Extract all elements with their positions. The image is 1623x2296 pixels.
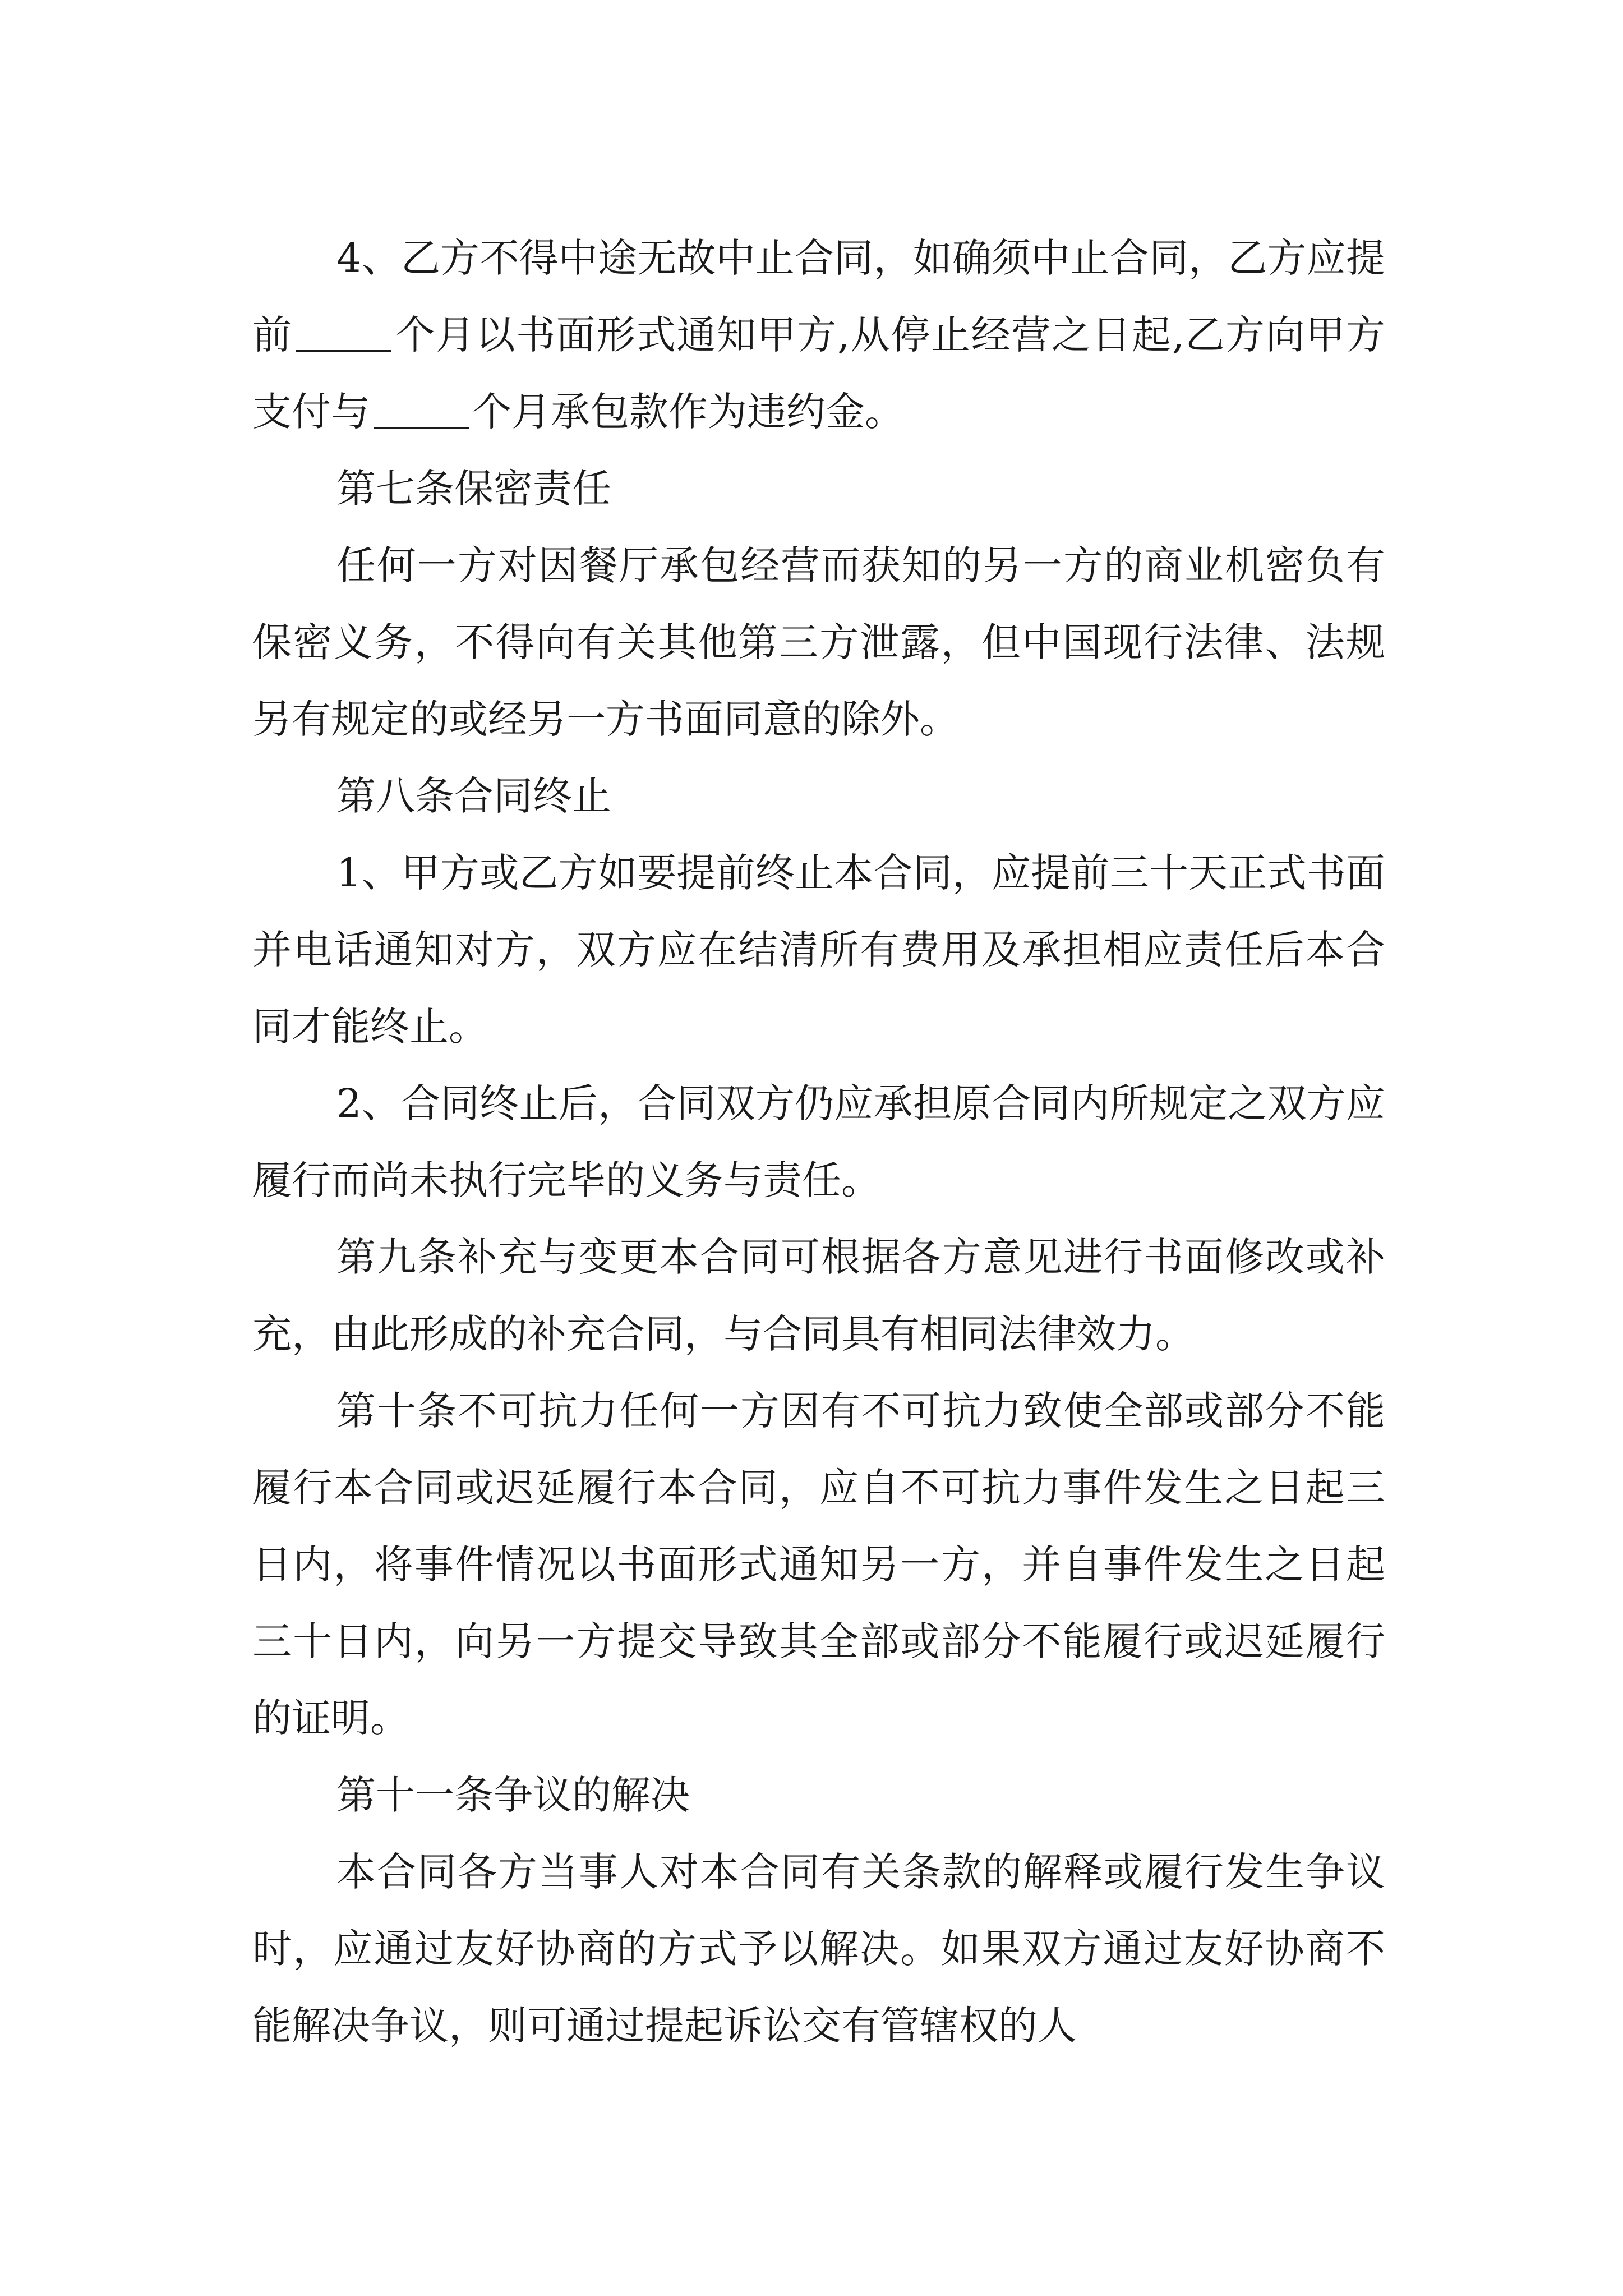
clause-paragraph-termination-1: 1、甲方或乙方如要提前终止本合同，应提前三十天正式书面并电话通知对方，双方应在结清所有费用及承担相应责任后本合同才能终止。 <box>252 850 1385 1050</box>
clause-paragraph-amendment: 第九条补充与变更本合同可根据各方意见进行书面修改或补充，由此形成的补充合同，与合同具有相同法律效力。 <box>252 1234 1385 1357</box>
section-heading-confidentiality: 第七条保密责任 <box>336 466 611 512</box>
clause-paragraph-force-majeure: 第十条不可抗力任何一方因有不可抗力致使全部或部分不能履行本合同或迟延履行本合同，应自不可抗力事件发生之日起三日内，将事件情况以书面形式通知另一方，并自事件发生之日起三十日内，向另一方提交导致其全部或部分不能履行或迟延履行的证明。 <box>252 1388 1385 1741</box>
clause-paragraph-confidentiality: 任何一方对因餐厅承包经营而获知的另一方的商业机密负有保密义务，不得向有关其他第三方泄露，但中国现行法律、法规另有规定的或经另一方书面同意的除外。 <box>252 542 1385 742</box>
document-page <box>252 220 1385 2064</box>
paragraph-text-segment: 4、乙方不得中途无故中止合同，如确须中止合同，乙方应提前 <box>252 235 1385 358</box>
fill-in-blank <box>374 392 469 429</box>
paragraph-text-segment: 个月承包款作为违约金。 <box>472 389 904 435</box>
section-heading-termination: 第八条合同终止 <box>336 773 611 819</box>
section-heading-dispute: 第十一条争议的解决 <box>336 1772 690 1818</box>
clause-paragraph-termination-notice <box>252 220 1385 450</box>
paragraph-text-segment: 个月以书面形式通知甲方,从停止经营之日起,乙方向甲方支付与 <box>252 312 1385 435</box>
clause-paragraph-termination-2: 2、合同终止后，合同双方仍应承担原合同内所规定之双方应履行而尚未执行完毕的义务与责任。 <box>252 1080 1385 1203</box>
clause-paragraph-dispute: 本合同各方当事人对本合同有关条款的解释或履行发生争议时，应通过友好协商的方式予以解决。如果双方通过友好协商不能解决争议，则可通过提起诉讼交有管辖权的人 <box>252 1849 1385 2049</box>
fill-in-blank <box>296 315 391 352</box>
